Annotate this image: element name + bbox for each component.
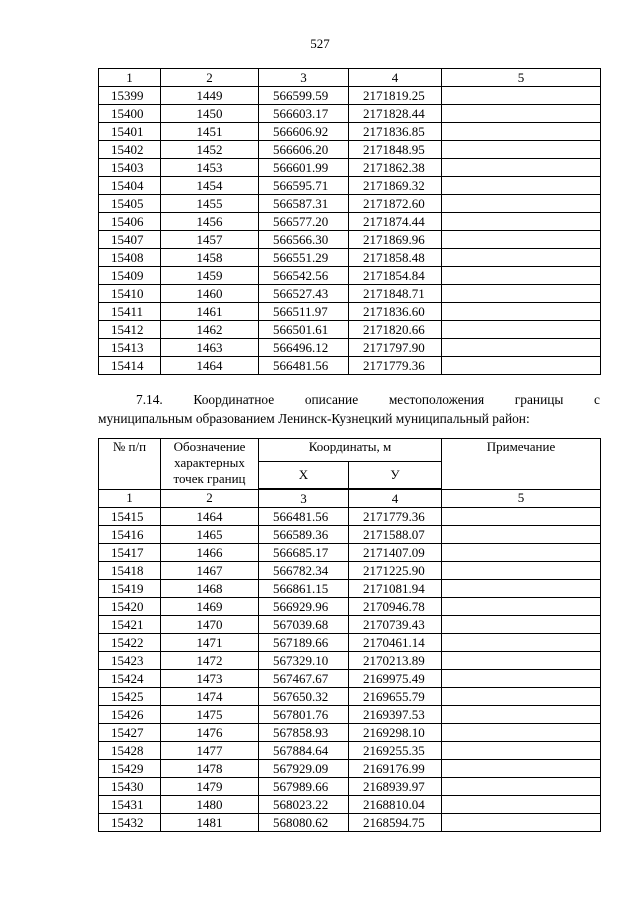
coord-x: 566481.56 <box>259 508 349 526</box>
point-number: 15414 <box>99 357 161 375</box>
coord-x: 566861.15 <box>259 580 349 598</box>
coord-x: 566527.43 <box>259 285 349 303</box>
table-row <box>99 231 601 249</box>
table-row <box>99 652 601 670</box>
note <box>442 796 601 814</box>
coord-y: 2171854.84 <box>349 267 442 285</box>
table-row <box>99 177 601 195</box>
coord-y: 2169975.49 <box>349 670 442 688</box>
note <box>442 742 601 760</box>
note <box>442 652 601 670</box>
point-number: 15405 <box>99 195 161 213</box>
point-designation: 1452 <box>161 141 259 159</box>
column-index-row <box>99 489 601 508</box>
table-row <box>99 760 601 778</box>
coord-y: 2169176.99 <box>349 760 442 778</box>
section-heading-line1: 7.14. Координатное описание местоположения границы с <box>136 392 600 407</box>
point-number: 15432 <box>99 814 161 832</box>
point-number: 15402 <box>99 141 161 159</box>
point-number: 15407 <box>99 231 161 249</box>
note <box>442 634 601 652</box>
point-number: 15415 <box>99 508 161 526</box>
point-designation: 1460 <box>161 285 259 303</box>
table-row <box>99 544 601 562</box>
coord-x: 566481.56 <box>259 357 349 375</box>
coord-x: 567039.68 <box>259 616 349 634</box>
table-row <box>99 159 601 177</box>
bottom-table-body <box>99 508 601 832</box>
coord-x: 568023.22 <box>259 796 349 814</box>
point-designation: 1476 <box>161 724 259 742</box>
point-number: 15399 <box>99 87 161 105</box>
coord-y: 2171869.96 <box>349 231 442 249</box>
coord-x: 566511.97 <box>259 303 349 321</box>
point-designation: 1468 <box>161 580 259 598</box>
point-designation: 1471 <box>161 634 259 652</box>
point-number: 15429 <box>99 760 161 778</box>
point-number: 15427 <box>99 724 161 742</box>
table-row <box>99 249 601 267</box>
coord-x: 566595.71 <box>259 177 349 195</box>
coord-y: 2171225.90 <box>349 562 442 580</box>
section-heading-line2: муниципальным образованием Ленинск-Кузнецкий муниципальный район: <box>98 411 530 426</box>
point-designation: 1464 <box>161 357 259 375</box>
coord-y: 2171797.90 <box>349 339 442 357</box>
point-designation: 1480 <box>161 796 259 814</box>
point-designation: 1477 <box>161 742 259 760</box>
coord-x: 567929.09 <box>259 760 349 778</box>
point-number: 15426 <box>99 706 161 724</box>
point-designation: 1473 <box>161 670 259 688</box>
coord-x: 566929.96 <box>259 598 349 616</box>
coord-y: 2170461.14 <box>349 634 442 652</box>
coord-y: 2168810.04 <box>349 796 442 814</box>
coord-y: 2169255.35 <box>349 742 442 760</box>
point-designation: 1457 <box>161 231 259 249</box>
point-designation: 1462 <box>161 321 259 339</box>
point-number: 15425 <box>99 688 161 706</box>
note <box>442 670 601 688</box>
table-row <box>99 670 601 688</box>
coord-y: 2170213.89 <box>349 652 442 670</box>
boundary-coordinates-table <box>98 438 601 832</box>
coord-x: 566566.30 <box>259 231 349 249</box>
header-coordinates: Координаты, м <box>259 439 442 462</box>
note <box>442 724 601 742</box>
note <box>442 706 601 724</box>
coord-x: 566603.17 <box>259 105 349 123</box>
table-row <box>99 267 601 285</box>
coord-y: 2168939.97 <box>349 778 442 796</box>
point-number: 15418 <box>99 562 161 580</box>
point-number: 15408 <box>99 249 161 267</box>
table-row <box>99 195 601 213</box>
table-row <box>99 742 601 760</box>
table-row <box>99 616 601 634</box>
point-number: 15401 <box>99 123 161 141</box>
coord-x: 567989.66 <box>259 778 349 796</box>
column-index: 4 <box>349 489 442 508</box>
coord-x: 566589.36 <box>259 526 349 544</box>
coord-x: 566577.20 <box>259 213 349 231</box>
coord-x: 567189.66 <box>259 634 349 652</box>
coord-y: 2171869.32 <box>349 177 442 195</box>
coord-y: 2171874.44 <box>349 213 442 231</box>
point-designation: 1465 <box>161 526 259 544</box>
column-index: 2 <box>161 69 259 87</box>
coord-y: 2171848.71 <box>349 285 442 303</box>
coord-y: 2171819.25 <box>349 87 442 105</box>
coord-y: 2171836.60 <box>349 303 442 321</box>
note <box>442 105 601 123</box>
point-number: 15423 <box>99 652 161 670</box>
coord-x: 567329.10 <box>259 652 349 670</box>
coord-x: 566496.12 <box>259 339 349 357</box>
note <box>442 616 601 634</box>
point-designation: 1481 <box>161 814 259 832</box>
point-number: 15428 <box>99 742 161 760</box>
note <box>442 526 601 544</box>
note <box>442 562 601 580</box>
note <box>442 321 601 339</box>
note <box>442 213 601 231</box>
coord-x: 566501.61 <box>259 321 349 339</box>
point-designation: 1467 <box>161 562 259 580</box>
table-row <box>99 105 601 123</box>
column-index-row <box>99 69 601 87</box>
point-number: 15400 <box>99 105 161 123</box>
note <box>442 778 601 796</box>
point-designation: 1478 <box>161 760 259 778</box>
note <box>442 814 601 832</box>
table-row <box>99 87 601 105</box>
table-row <box>99 598 601 616</box>
point-number: 15430 <box>99 778 161 796</box>
table-row <box>99 285 601 303</box>
table-row <box>99 580 601 598</box>
section-heading <box>98 390 600 428</box>
note <box>442 598 601 616</box>
coord-x: 567467.67 <box>259 670 349 688</box>
table-row <box>99 706 601 724</box>
point-number: 15412 <box>99 321 161 339</box>
note <box>442 760 601 778</box>
table-row <box>99 508 601 526</box>
table-row <box>99 213 601 231</box>
coord-y: 2168594.75 <box>349 814 442 832</box>
coord-y: 2169298.10 <box>349 724 442 742</box>
point-number: 15431 <box>99 796 161 814</box>
point-number: 15417 <box>99 544 161 562</box>
header-row-1 <box>99 439 601 462</box>
point-number: 15410 <box>99 285 161 303</box>
note <box>442 688 601 706</box>
point-designation: 1451 <box>161 123 259 141</box>
table-row <box>99 339 601 357</box>
point-number: 15422 <box>99 634 161 652</box>
coord-x: 567858.93 <box>259 724 349 742</box>
point-designation: 1459 <box>161 267 259 285</box>
coord-x: 566782.34 <box>259 562 349 580</box>
column-index: 3 <box>259 489 349 508</box>
point-designation: 1464 <box>161 508 259 526</box>
point-designation: 1475 <box>161 706 259 724</box>
point-number: 15404 <box>99 177 161 195</box>
coord-x: 566685.17 <box>259 544 349 562</box>
coord-x: 566606.92 <box>259 123 349 141</box>
coord-y: 2171588.07 <box>349 526 442 544</box>
header-point-number: № п/п <box>99 439 161 490</box>
note <box>442 177 601 195</box>
coord-y: 2171836.85 <box>349 123 442 141</box>
point-number: 15411 <box>99 303 161 321</box>
note <box>442 87 601 105</box>
coord-y: 2171828.44 <box>349 105 442 123</box>
note <box>442 267 601 285</box>
coord-x: 566551.29 <box>259 249 349 267</box>
table-row <box>99 321 601 339</box>
note <box>442 357 601 375</box>
coord-y: 2171858.48 <box>349 249 442 267</box>
coord-y: 2170739.43 <box>349 616 442 634</box>
note <box>442 339 601 357</box>
point-number: 15424 <box>99 670 161 688</box>
coord-y: 2171872.60 <box>349 195 442 213</box>
note <box>442 123 601 141</box>
coord-y: 2171779.36 <box>349 357 442 375</box>
point-designation: 1453 <box>161 159 259 177</box>
point-designation: 1463 <box>161 339 259 357</box>
coord-x: 566606.20 <box>259 141 349 159</box>
table-row <box>99 303 601 321</box>
table-row <box>99 778 601 796</box>
point-designation: 1461 <box>161 303 259 321</box>
table-row <box>99 141 601 159</box>
coord-y: 2171407.09 <box>349 544 442 562</box>
column-index: 5 <box>442 489 601 508</box>
point-designation: 1458 <box>161 249 259 267</box>
point-designation: 1470 <box>161 616 259 634</box>
point-designation: 1456 <box>161 213 259 231</box>
note <box>442 285 601 303</box>
table-row <box>99 634 601 652</box>
page-number: 527 <box>310 36 330 51</box>
column-index: 4 <box>349 69 442 87</box>
header-y: У <box>349 462 442 490</box>
column-index: 2 <box>161 489 259 508</box>
point-designation: 1454 <box>161 177 259 195</box>
note <box>442 159 601 177</box>
note <box>442 249 601 267</box>
coord-y: 2171081.94 <box>349 580 442 598</box>
point-designation: 1450 <box>161 105 259 123</box>
column-index: 5 <box>442 69 601 87</box>
note <box>442 303 601 321</box>
coord-x: 567801.76 <box>259 706 349 724</box>
coord-y: 2169397.53 <box>349 706 442 724</box>
table-row <box>99 123 601 141</box>
top-table-body <box>99 87 601 375</box>
coord-y: 2171779.36 <box>349 508 442 526</box>
column-index: 1 <box>99 489 161 508</box>
point-number: 15419 <box>99 580 161 598</box>
coord-y: 2170946.78 <box>349 598 442 616</box>
table-row <box>99 814 601 832</box>
point-designation: 1474 <box>161 688 259 706</box>
point-designation: 1472 <box>161 652 259 670</box>
point-designation: 1449 <box>161 87 259 105</box>
coord-x: 567884.64 <box>259 742 349 760</box>
table-row <box>99 724 601 742</box>
coord-x: 566542.56 <box>259 267 349 285</box>
column-index: 3 <box>259 69 349 87</box>
note <box>442 508 601 526</box>
coord-y: 2171848.95 <box>349 141 442 159</box>
coordinates-table-continued <box>98 68 601 375</box>
table-row <box>99 526 601 544</box>
coord-x: 567650.32 <box>259 688 349 706</box>
point-number: 15409 <box>99 267 161 285</box>
point-designation: 1466 <box>161 544 259 562</box>
point-number: 15403 <box>99 159 161 177</box>
point-number: 15420 <box>99 598 161 616</box>
table-row <box>99 357 601 375</box>
coord-x: 566587.31 <box>259 195 349 213</box>
coord-y: 2171862.38 <box>349 159 442 177</box>
point-number: 15416 <box>99 526 161 544</box>
point-number: 15413 <box>99 339 161 357</box>
point-designation: 1469 <box>161 598 259 616</box>
table-row <box>99 562 601 580</box>
coord-x: 568080.62 <box>259 814 349 832</box>
note <box>442 580 601 598</box>
header-note: Примечание <box>442 439 601 490</box>
note <box>442 141 601 159</box>
column-index: 1 <box>99 69 161 87</box>
note <box>442 231 601 249</box>
header-x: X <box>259 462 349 490</box>
note <box>442 195 601 213</box>
point-designation: 1479 <box>161 778 259 796</box>
header-point-designation: Обозначение характерных точек границ <box>161 439 259 490</box>
coord-y: 2171820.66 <box>349 321 442 339</box>
coord-y: 2169655.79 <box>349 688 442 706</box>
table-row <box>99 688 601 706</box>
point-number: 15421 <box>99 616 161 634</box>
note <box>442 544 601 562</box>
table-row <box>99 796 601 814</box>
coord-x: 566601.99 <box>259 159 349 177</box>
point-number: 15406 <box>99 213 161 231</box>
point-designation: 1455 <box>161 195 259 213</box>
coord-x: 566599.59 <box>259 87 349 105</box>
